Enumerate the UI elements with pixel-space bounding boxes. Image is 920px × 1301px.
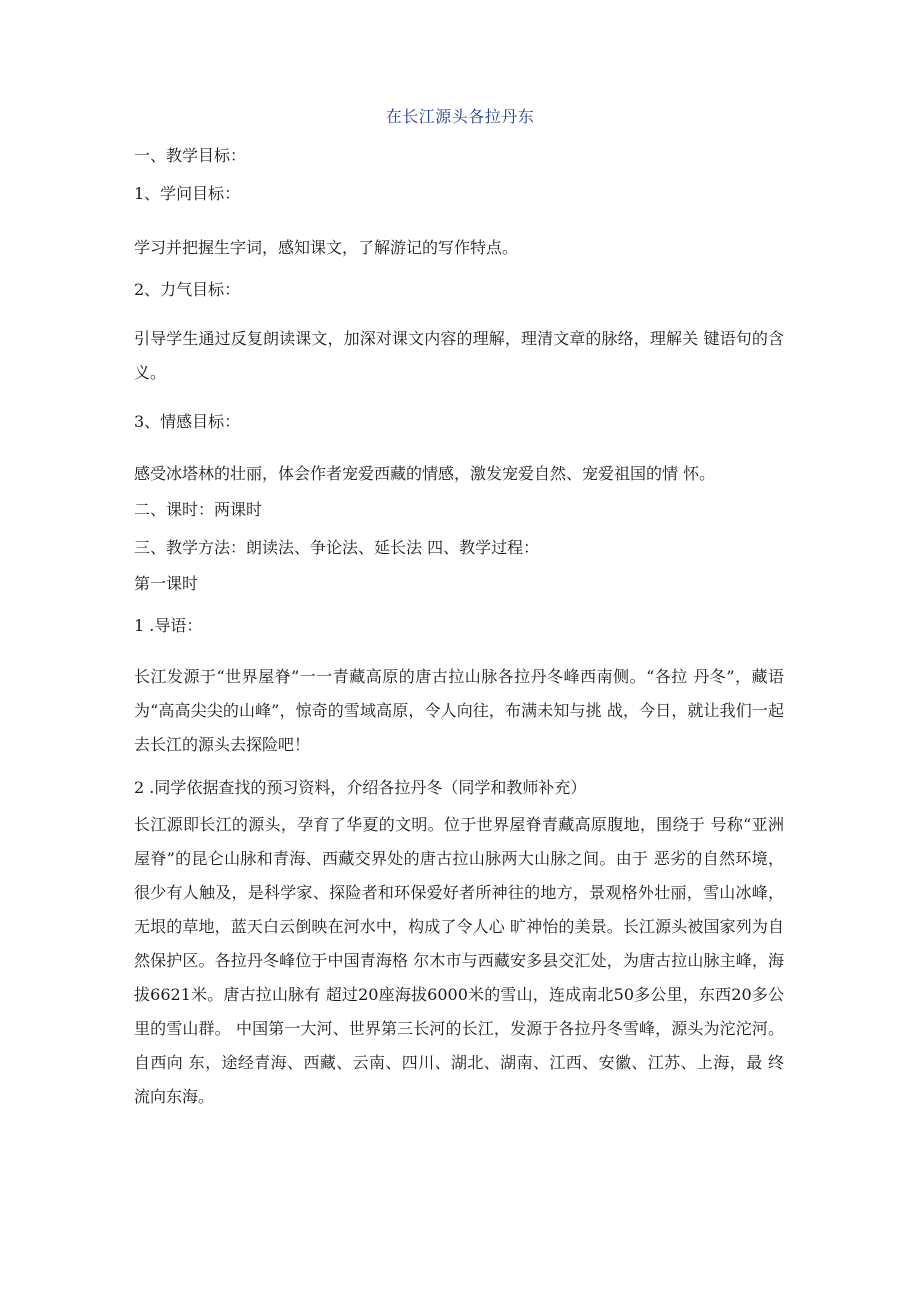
objectives-heading: 一、教学目标：: [134, 146, 247, 165]
step2-text: 长江源即长江的源头，孕育了华夏的文明。位于世界屋脊青藏高原腹地，围绕于 号称“亚洲屋脊”的昆仑山脉和青海、西藏交界处的唐古拉山脉两大山脉之间。由于 恶劣的自然环境，很少有人触及，是科学家、探险者和环保爱好者所神往的地方，景观格外壮丽，雪山冰峰，无垠的草地，蓝天白云倒映在河水中，构成了令人心 旷神怡的美景。长江源头被国家列为自然保护区。各拉丹冬峰位于中国青海格 尔木市与西藏安多县交汇处，为唐古拉山脉主峰，海拔6621米。唐古拉山脉有 超过20座海拔6000米的雪山，连成南北50多公里，东西20多公里的雪山群。 中国第一大河、世界第三长河的长江，发源于各拉丹冬雪峰，源头为沱沱河。自西向 东，途经青海、西藏、云南、四川、湖北、湖南、江西、安徽、江苏、上海，最 终流向东海。: [134, 815, 784, 1106]
emotion-objective-text: 感受冰塔林的壮丽，体会作者宠爱西藏的情感，激发宠爱自然、宠爱祖国的情 怀。: [134, 464, 716, 483]
step2-heading: 2 .同学依据查找的预习资料，介绍各拉丹冬（同学和教师补充）: [134, 778, 587, 797]
emotion-objective-heading: 3、情感目标：: [134, 412, 241, 431]
intro-text: 长江发源于“世界屋脊”一一青藏高原的唐古拉山脉各拉丹冬峰西南侧。“各拉 丹冬”，藏语为“高高尖尖的山峰”，惊奇的雪域高原，令人向往，布满未知与挑 战，今日，就让我们一起去长江的源头去探险吧！: [134, 667, 784, 754]
first-lesson-heading: 第一课时: [134, 574, 199, 593]
ability-objective-heading: 2、力气目标：: [134, 280, 241, 299]
class-hours: 二、课时：两课时: [134, 500, 263, 519]
teaching-methods: 三、教学方法：朗读法、争论法、延长法 四、教学过程：: [134, 538, 540, 557]
intro-heading: 1 .导语：: [134, 616, 203, 635]
knowledge-objective-text: 学习并把握生字词，感知课文，了解游记的写作特点。: [134, 238, 519, 257]
ability-objective-text: 引导学生通过反复朗读课文，加深对课文内容的理解，理清文章的脉络，理解关 键语句的含义。: [134, 329, 784, 382]
knowledge-objective-heading: 1、学问目标：: [134, 184, 241, 203]
document-title: 在长江源头各拉丹东: [385, 107, 535, 126]
